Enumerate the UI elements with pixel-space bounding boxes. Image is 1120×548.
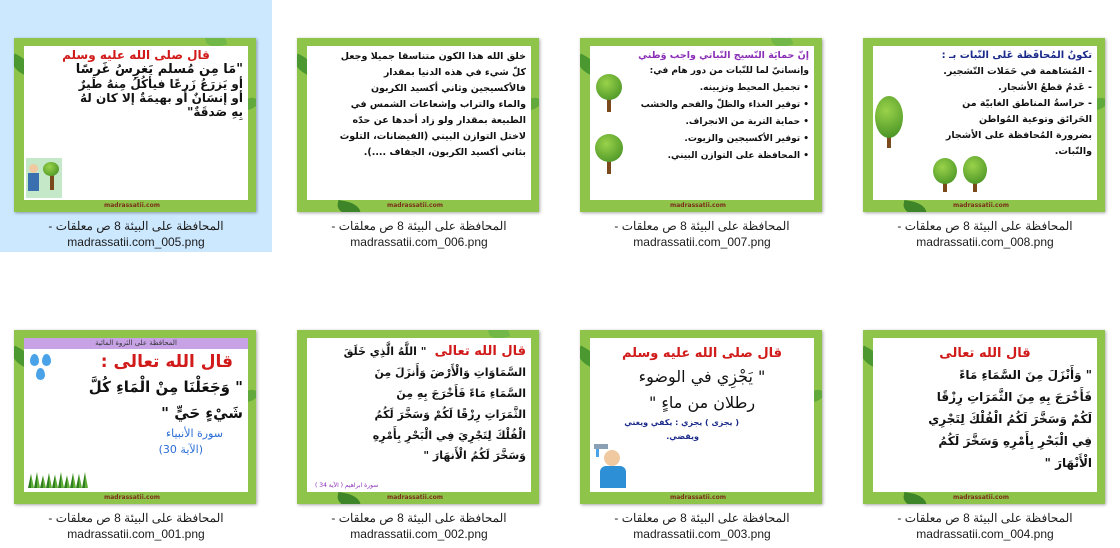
leaf-decoration: [902, 492, 928, 504]
slide-line: السَّمَاءِ مَاءً فَأَخْرَجَ بِهِ مِنَ: [396, 387, 526, 400]
slide-line: فالأكسيجين وثاني أكسيد الكربون: [370, 83, 526, 94]
watermark: madrassatii.com: [953, 202, 1009, 209]
water-drop-icon: [42, 354, 51, 366]
slide-line: والماء والتراب وإشعاعات الشمس في: [350, 99, 526, 110]
slide-line: " اللَّهُ الَّذِي خَلَقَ: [343, 345, 427, 358]
file-caption[interactable]: [853, 218, 1117, 250]
slide-line: الْفُلْكَ لِتَجْرِيَ فِي الْبَحْرِ بِأَمْرِهِ: [372, 429, 526, 442]
tree-icon: [596, 74, 622, 100]
slide-title: إنّ حمايَة النّسيج النّباتي واجب وَطني: [638, 50, 809, 61]
caption-title: - المحافظة على البيئة 8 ص معلقات: [48, 219, 224, 233]
slide-line: لاختل التوازن البيني (الفيضانات، التلوث: [339, 131, 526, 142]
water-drop-icon: [36, 368, 45, 380]
thumbnail[interactable]: [580, 38, 822, 212]
thumbnail[interactable]: [14, 38, 256, 212]
slide-content: [24, 46, 248, 200]
thumbnail[interactable]: [14, 330, 256, 504]
slide-content: [24, 338, 248, 492]
slide-line: "مَا مِن مُسلم يَغرِسُ غَرسًا: [75, 62, 243, 77]
slide-line: الْأَنْهَارَ ": [1044, 456, 1092, 470]
slide-title: قال الله تعالى :: [100, 352, 233, 372]
slide-header-bar: المحافظة على الثروة المائية: [24, 338, 248, 349]
slide-note: ( يجزى ) يجزي : يكفي ويغني: [624, 418, 739, 427]
file-caption[interactable]: [570, 218, 834, 250]
slide-line: أو إنسَانٌ أو بهيمَةٌ إلا كان لهُ: [80, 91, 243, 105]
slide-line: - المُسَاهمة في حَمَلات التّشجير.: [943, 66, 1092, 77]
caption-title: - المحافظة على البيئة 8 ص معلقات: [331, 511, 507, 525]
thumbnail[interactable]: [580, 330, 822, 504]
caption-title: - المحافظة على البيئة 8 ص معلقات: [614, 511, 790, 525]
leaf-decoration: [336, 200, 362, 212]
file-item[interactable]: [0, 292, 272, 544]
slide-title: تكونُ المُحافَظة عَلى النّبات بـ :: [941, 50, 1092, 61]
thumbnail[interactable]: [297, 38, 539, 212]
file-caption[interactable]: [853, 510, 1117, 542]
slide-line: لَكُمْ وَسَخَّرَ لَكُمُ الْفُلْكَ لِتَجْرِي: [928, 412, 1092, 426]
slide-line: • حماية التربة من الانجراف.: [685, 117, 809, 127]
gardener-illustration: [26, 158, 62, 198]
slide-title: قال صلى الله عليه وسلم: [62, 48, 210, 62]
slide-line: فِي الْبَحْرِ بِأَمْرِهِ وَسَخَّرَ لَكُمُ: [938, 434, 1092, 448]
slide-note: ويقضي.: [666, 432, 699, 441]
caption-filename: madrassatii.com_006.png: [350, 235, 488, 249]
slide-line: رطلان من ماءٍ ": [648, 393, 756, 412]
slide-line: أو يَزرَعُ زَرعًا فيأكُلُ مِنهُ طَيرٌ: [78, 77, 243, 91]
slide-line: " وَأَنْزَلَ مِنَ السَّمَاءِ مَاءً: [959, 368, 1092, 382]
slide-content: [873, 46, 1097, 200]
slide-line: كلّ شيء في هذه الدنيا بمقدار: [383, 67, 526, 78]
file-item[interactable]: [0, 0, 272, 252]
slide-line: وإنسانيّ لما للنّبات من دور هام في:: [649, 66, 809, 76]
slide-line: والنّبات.: [1054, 146, 1092, 157]
watermark: madrassatii.com: [670, 202, 726, 209]
thumbnail[interactable]: [863, 330, 1105, 504]
plants-illustration: [28, 472, 88, 488]
caption-filename: madrassatii.com_005.png: [67, 235, 205, 249]
slide-line: الحَرائق وتوعية المُواطن: [978, 114, 1092, 125]
file-item[interactable]: [849, 292, 1120, 544]
slide-line: وَسَخَّرَ لَكُمُ الْأَنهَارَ ": [423, 449, 526, 462]
slide-title: قال الله تعالى: [939, 346, 1031, 361]
slide-line: بثاني أكسيد الكربون، الجفاف ....).: [363, 147, 526, 158]
slide-line: فَأَخْرَجَ بِهِ مِنَ الثَّمَرَاتِ رِزْقًا: [936, 390, 1092, 404]
tree-icon: [595, 134, 623, 162]
watermark: madrassatii.com: [670, 494, 726, 501]
file-item[interactable]: [566, 292, 838, 544]
file-item[interactable]: [566, 0, 838, 252]
file-caption[interactable]: [4, 218, 268, 250]
caption-title: - المحافظة على البيئة 8 ص معلقات: [48, 511, 224, 525]
caption-filename: madrassatii.com_003.png: [633, 527, 771, 541]
caption-filename: madrassatii.com_004.png: [916, 527, 1054, 541]
slide-line: شَيْءٍ حَيٍّ ": [161, 404, 243, 422]
slide-note: (الآية 30): [158, 443, 203, 456]
slide-line: - حراسةُ المناطق الغابيّة من: [962, 98, 1092, 109]
thumbnail[interactable]: [863, 38, 1105, 212]
slide-note: سورة الأنبياء: [165, 427, 223, 440]
tree-icon: [963, 156, 987, 184]
slide-content: [590, 46, 814, 200]
file-caption[interactable]: [4, 510, 268, 542]
slide-content: [873, 338, 1097, 492]
leaf-decoration: [902, 200, 928, 212]
slide-line: الثَّمَرَاتِ رِزْقًا لَكُمْ وَسَخَّرَ لَكُمُ: [374, 408, 526, 421]
slide-line: " يَجْزِي في الوضوء: [638, 367, 766, 386]
caption-filename: madrassatii.com_001.png: [67, 527, 205, 541]
slide-line: • المحافظة على التوازن البيني.: [667, 151, 809, 161]
caption-title: - المحافظة على البيئة 8 ص معلقات: [331, 219, 507, 233]
slide-line: الطبيعة بمقدار ولو زاد أحدها عن حدّه: [352, 115, 526, 126]
caption-title: - المحافظة على البيئة 8 ص معلقات: [897, 511, 1073, 525]
slide-content: [307, 338, 531, 492]
watermark: madrassatii.com: [387, 202, 443, 209]
slide-line: بضرورة المُحافظة على الأشجار: [945, 130, 1092, 141]
caption-title: - المحافظة على البيئة 8 ص معلقات: [897, 219, 1073, 233]
slide-line: • توفير الغذاء والظلّ والفحم والخشب: [640, 100, 809, 110]
thumbnail[interactable]: [297, 330, 539, 504]
tree-icon: [875, 96, 903, 138]
slide-line: • تجميل المحيط وتزيينه.: [699, 83, 809, 93]
slide-title: قال الله تعالى: [434, 344, 526, 359]
slide-line: السَّمَاوَاتِ وَالْأَرْضَ وَأَنزَلَ مِنَ: [374, 366, 526, 379]
file-item[interactable]: [283, 292, 555, 544]
slide-line: • توفير الأكسيجين والزيوت.: [684, 134, 809, 144]
tree-icon: [933, 158, 957, 184]
watermark: madrassatii.com: [104, 494, 160, 501]
slide-line: خلق الله هذا الكون متناسقا جميلا وجعل: [340, 51, 526, 62]
slide-content: [307, 46, 531, 200]
file-item[interactable]: [283, 0, 555, 252]
faucet-person-illustration: [594, 442, 638, 488]
slide-content: [590, 338, 814, 492]
slide-line: بِهِ صَدقَةٌ": [187, 105, 243, 119]
file-caption[interactable]: [570, 510, 834, 542]
slide-line: - عَدمُ قطعُ الأشجار.: [998, 82, 1092, 93]
caption-title: - المحافظة على البيئة 8 ص معلقات: [614, 219, 790, 233]
caption-filename: madrassatii.com_007.png: [633, 235, 771, 249]
slide-line: " وَجَعَلْنَا مِنْ الْمَاءِ كُلَّ: [88, 378, 243, 396]
watermark: madrassatii.com: [387, 494, 443, 501]
watermark: madrassatii.com: [104, 202, 160, 209]
file-caption[interactable]: [287, 510, 551, 542]
file-item[interactable]: [849, 0, 1120, 252]
water-drop-icon: [30, 354, 39, 366]
caption-filename: madrassatii.com_002.png: [350, 527, 488, 541]
leaf-decoration: [336, 492, 362, 504]
slide-title: قال صلى الله عليه وسلم: [621, 346, 783, 361]
slide-note: سورة ابراهيم ( الآية 34 ): [315, 482, 379, 489]
file-caption[interactable]: [287, 218, 551, 250]
caption-filename: madrassatii.com_008.png: [916, 235, 1054, 249]
watermark: madrassatii.com: [953, 494, 1009, 501]
